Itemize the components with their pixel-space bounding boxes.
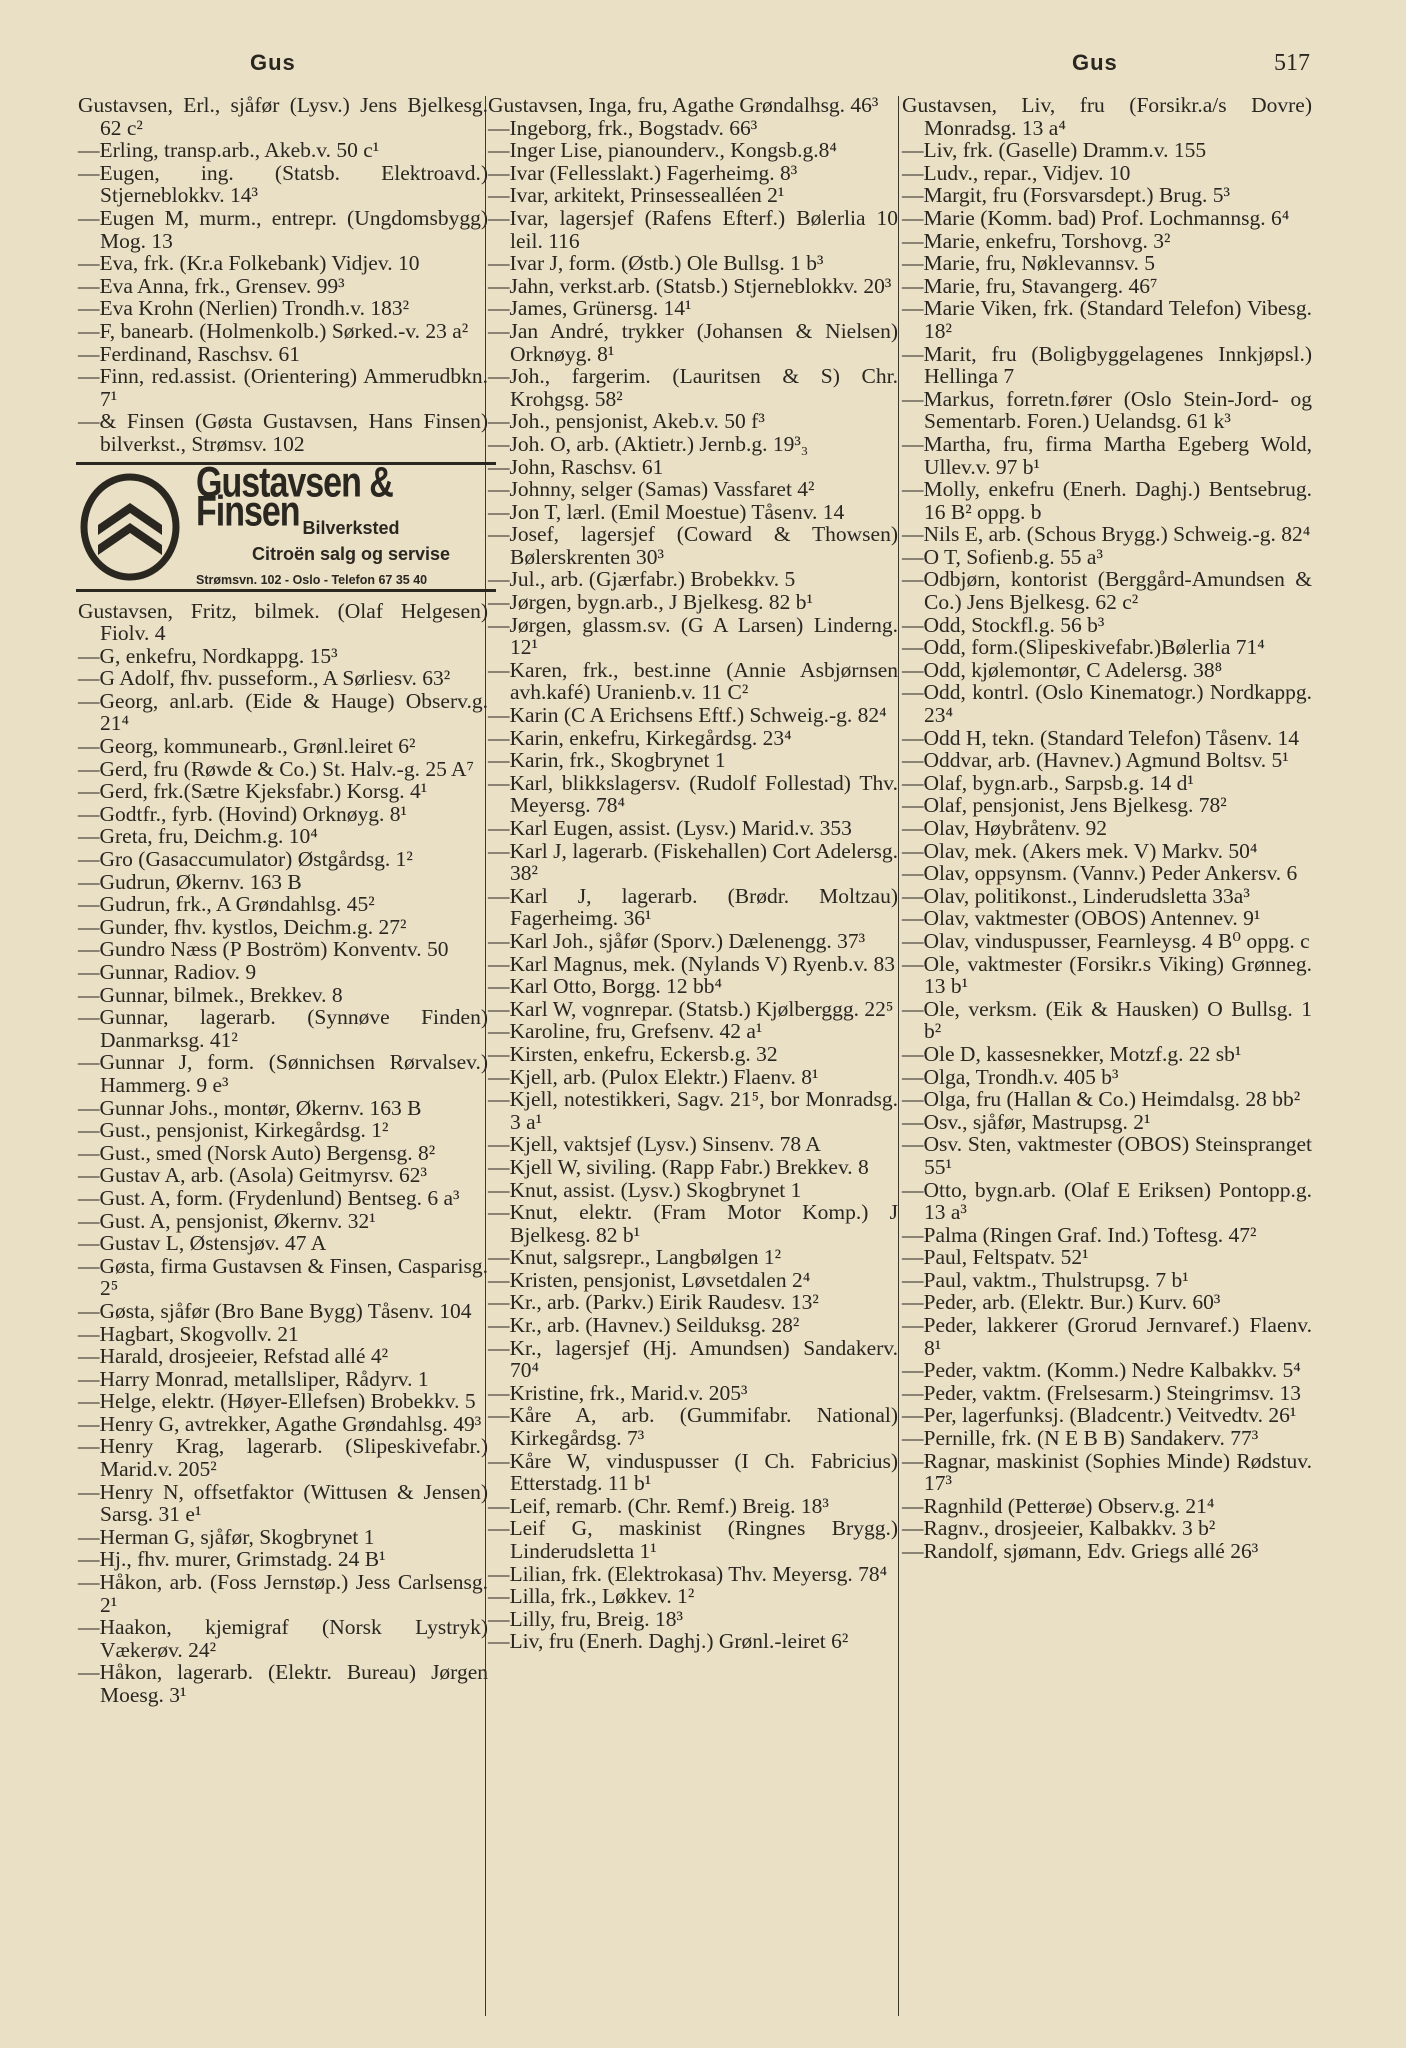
directory-entry: —Osv. Sten, vaktmester (OBOS) Steinspranget 55¹ [902,1132,1312,1179]
directory-entry: —Peder, lakkerer (Grorud Jernvaref.) Flaenv. 8¹ [902,1313,1312,1360]
directory-entry: —Johnny, selger (Samas) Vassfaret 4² [488,477,815,502]
directory-entry: —Gudrun, Økernv. 163 B [78,869,302,894]
column-2-entries [488,94,898,1653]
directory-entry: —Gunnar Johs., montør, Økernv. 163 B [78,1095,422,1120]
directory-entry: —Karl Otto, Borgg. 12 bb⁴ [488,974,723,999]
directory-entry: Gustavsen, Inga, fru, Agathe Grøndalhsg. 46³ [488,93,879,117]
advert-line-1: Bilverksted [302,517,400,538]
column-1-entries-top [78,94,488,456]
directory-entry: Gustavsen, Fritz, bilmek. (Olaf Helgesen) Fiolv. 4 [78,598,488,646]
directory-entry: —Peder, vaktm. (Komm.) Nedre Kalbakkv. 5⁴ [902,1358,1301,1383]
advert-footer: Strømsvn. 102 - Oslo - Telefon 67 35 40 [196,572,428,587]
directory-entry: —Helge, elektr. (Høyer-Ellefsen) Brobekkv. 5 [78,1389,476,1414]
directory-entry: —Gunnar J, form. (Sønnichsen Rørvalsev.) Hammerg. 9 e³ [78,1050,488,1097]
directory-entry: —Gust. A, form. (Frydenlund) Bentseg. 6 a³ [78,1185,460,1210]
directory-entry: —O T, Sofienb.g. 55 a³ [902,544,1103,569]
directory-entry: —Randolf, sjømann, Edv. Griegs allé 26³ [902,1539,1259,1563]
directory-entry: —Margit, fru (Forsvarsdept.) Brug. 5³ [902,183,1230,208]
directory-entry: —Karin (C A Erichsens Eftf.) Schweig.-g. 82⁴ [488,703,887,728]
directory-entry: Gustavsen, Liv, fru (Forsikr.a/s Dovre) Monradsg. 13 a⁴ [902,93,1312,140]
directory-entry: —Otto, bygn.arb. (Olaf E Eriksen) Pontopp.g. 13 a³ [902,1177,1312,1225]
directory-entry: —Karl Eugen, assist. (Lysv.) Marid.v. 353 [488,816,852,840]
directory-entry: —Odd, Stockfl.g. 56 b³ [902,612,1105,637]
directory-entry: —Gunder, fhv. kystlos, Deichm.g. 27² [78,914,407,939]
directory-entry: —Paul, vaktm., Thulstrupsg. 7 b¹ [902,1267,1189,1292]
directory-entry: —Kåre W, vinduspusser (I Ch. Fabricius) Etterstadg. 11 b¹ [488,1448,898,1496]
column-rule-2 [898,96,899,2016]
page-number: 517 [1274,50,1310,76]
directory-entry: —Lilla, frk., Løkkev. 1² [488,1584,695,1609]
directory-entry: —Jon T, lærl. (Emil Moestue) Tåsenv. 14 [488,499,845,524]
directory-entry: —Karin, enkefru, Kirkegårdsg. 23⁴ [488,725,792,750]
citroen-chevron-logo [80,473,180,581]
directory-entry: —Kristine, frk., Marid.v. 205³ [488,1380,748,1405]
directory-entry: —Liv, fru (Enerh. Daghj.) Grønl.-leiret 6² [488,1629,849,1654]
directory-entry: —Marie, fru, Stavangerg. 46⁷ [902,273,1158,298]
directory-entry: —Karl Joh., sjåfør (Sporv.) Dælenengg. 37³ [488,928,866,953]
directory-entry: —Olav, vaktmester (OBOS) Antennev. 9¹ [902,906,1261,931]
column-3-entries [902,94,1312,1563]
directory-entry: —G Adolf, fhv. pusseform., A Sørliesv. 63² [78,666,451,691]
directory-entry: —Inger Lise, pianounderv., Kongsb.g.8⁴ [488,138,837,163]
column-2 [488,94,898,1653]
directory-entry: —Eva, frk. (Kr.a Folkebank) Vidjev. 10 [78,251,420,276]
directory-entry: —Marie Viken, frk. (Standard Telefon) Vibesg. 18² [902,296,1312,343]
directory-entry: —Karl J, lagerarb. (Brødr. Moltzau) Fagerheimg. 36¹ [488,883,898,931]
directory-entry: —Knut, elektr. (Fram Motor Komp.) J Bjelkesg. 82 b¹ [488,1200,898,1247]
directory-entry: —G, enkefru, Nordkappg. 15³ [78,643,338,668]
directory-entry: —Kjell, vaktsjef (Lysv.) Sinsenv. 78 A [488,1132,821,1157]
directory-entry: —Karl, blikkslagersv. (Rudolf Follestad) Thv. Meyersg. 78⁴ [488,770,898,818]
advert-title: Gustavsen & Finsen [196,458,393,535]
directory-entry: —Herman G, sjåfør, Skogbrynet 1 [78,1524,375,1549]
directory-entry: —Eugen, ing. (Statsb. Elektroavd.) Stjerneblokkv. 14³ [78,160,488,208]
column-3 [902,94,1312,1563]
advert-line-2: Citroën salg og servise [251,543,451,564]
directory-entry: —Jørgen, glassm.sv. (G A Larsen) Linderng. 12¹ [488,612,898,660]
directory-entry: —Ole, verksm. (Eik & Hausken) O Bullsg. 1 b² [902,996,1312,1044]
directory-entry: —Kristen, pensjonist, Løvsetdalen 2⁴ [488,1267,811,1292]
directory-entry: Gustavsen, Erl., sjåfør (Lysv.) Jens Bjelkesg. 62 c² [78,93,488,140]
directory-entry: —Martha, fru, firma Martha Egeberg Wold, Ullev.v. 97 b¹ [902,431,1312,479]
directory-entry: —Kjell, arb. (Pulox Elektr.) Flaenv. 8¹ [488,1064,819,1089]
directory-entry: —Peder, arb. (Elektr. Bur.) Kurv. 60³ [902,1290,1221,1315]
directory-entry: —Olav, mek. (Akers mek. V) Markv. 50⁴ [902,838,1258,863]
directory-entry: —Olav, vinduspusser, Fearnleysg. 4 B⁰ oppg. c [902,928,1310,953]
directory-entry: —Odd H, tekn. (Standard Telefon) Tåsenv. 14 [902,725,1299,750]
directory-entry: —Gerd, frk.(Sætre Kjeksfabr.) Korsg. 4¹ [78,779,428,804]
directory-entry: —Liv, frk. (Gaselle) Dramm.v. 155 [902,138,1207,163]
directory-entry: —Gro (Gasaccumulator) Østgårdsg. 1² [78,847,413,872]
directory-entry: —James, Grünersg. 14¹ [488,296,692,321]
directory-entry: —Erling, transp.arb., Akeb.v. 50 c¹ [78,138,380,163]
directory-entry: —Henry N, offsetfaktor (Wittusen & Jensen) Sarsg. 31 e¹ [78,1479,488,1527]
directory-entry: —Håkon, lagerarb. (Elektr. Bureau) Jørgen Moesg. 3¹ [78,1660,488,1707]
directory-entry: —Eugen M, murm., entrepr. (Ungdomsbygg) Mog. 13 [78,205,488,253]
directory-entry: —Olga, fru (Hallan & Co.) Heimdalsg. 28 bb² [902,1087,1301,1112]
directory-entry: —Georg, kommunearb., Grønl.leiret 6² [78,734,416,759]
directory-entry: —Leif G, maskinist (Ringnes Brygg.) Linderudsletta 1¹ [488,1516,898,1563]
directory-entry: —Olav, Høybråtenv. 92 [902,816,1107,840]
directory-entry: —Oddvar, arb. (Havnev.) Agmund Boltsv. 5¹ [902,748,1289,773]
directory-entry: —Nils E, arb. (Schous Brygg.) Schweig.-g. 82⁴ [902,522,1311,547]
directory-entry: —Kr., lagersjef (Hj. Amundsen) Sandakerv. 70⁴ [488,1335,898,1383]
directory-entry: —Håkon, arb. (Foss Jernstøp.) Jess Carlsensg. 2¹ [78,1570,488,1617]
directory-entry: —Leif, remarb. (Chr. Remf.) Breig. 18³ [488,1493,829,1518]
directory-entry: —Ragnv., drosjeeier, Kalbakkv. 3 b² [902,1516,1216,1541]
left-running-head: Gus [250,50,296,75]
directory-entry: —Gustav L, Østensjøv. 47 A [78,1231,327,1256]
directory-entry: —Lilly, fru, Breig. 18³ [488,1606,683,1631]
directory-entry: —Ivar, arkitekt, Prinsessealléen 2¹ [488,183,785,208]
directory-entry: —Knut, assist. (Lysv.) Skogbrynet 1 [488,1177,802,1202]
directory-entry: —Jahn, verkst.arb. (Statsb.) Stjerneblokkv. 20³ [488,273,892,298]
directory-entry: —Marie (Komm. bad) Prof. Lochmannsg. 6⁴ [902,205,1290,230]
directory-entry: —Gust., smed (Norsk Auto) Bergensg. 8² [78,1140,436,1165]
directory-entry: —Kjell W, siviling. (Rapp Fabr.) Brekkev. 8 [488,1154,869,1179]
directory-entry: —Karl J, lagerarb. (Fiskehallen) Cort Adelersg. 38² [488,838,898,886]
directory-entry: —Eva Anna, frk., Grensev. 99³ [78,273,345,298]
directory-entry: —Gunnar, bilmek., Brekkev. 8 [78,982,343,1007]
directory-entry: —Gerd, fru (Røwde & Co.) St. Halv.-g. 25 A⁷ [78,756,475,781]
directory-entry: —Lilian, frk. (Elektrokasa) Thv. Meyersg. 78⁴ [488,1561,888,1586]
directory-entry: —Finn, red.assist. (Orientering) Ammerudbkn. 7¹ [78,364,488,411]
directory-entry: —Odd, kjølemontør, C Adelersg. 38⁸ [902,657,1223,682]
directory-entry: —Kjell, notestikkeri, Sagv. 21⁵, bor Monradsg. 3 a¹ [488,1087,898,1134]
directory-entry: —Harald, drosjeeier, Refstad allé 4² [78,1344,389,1369]
directory-entry: —Karl W, vognrepar. (Statsb.) Kjølberggg. 22⁵ [488,996,894,1021]
directory-entry: —Osv., sjåfør, Mastrupsg. 2¹ [902,1109,1151,1134]
directory-entry: —Jørgen, bygn.arb., J Bjelkesg. 82 b¹ [488,590,813,615]
directory-entry: —Hagbart, Skogvollv. 21 [78,1321,299,1346]
directory-entry: —Odd, kontrl. (Oslo Kinematogr.) Nordkappg. 23⁴ [902,680,1312,728]
directory-entry: —Peder, vaktm. (Frelsesarm.) Steingrimsv. 13 [902,1380,1302,1405]
directory-entry: —Kåre A, arb. (Gummifabr. National) Kirkegårdsg. 7³ [488,1403,898,1451]
directory-entry: —Josef, lagersjef (Coward & Thowsen) Bølerskrenten 30³ [488,522,898,569]
directory-entry: —Hj., fhv. murer, Grimstadg. 24 B¹ [78,1547,386,1572]
directory-entry: —Odd, form.(Slipeskivefabr.)Bølerlia 71⁴ [902,635,1265,660]
directory-entry: —Karen, frk., best.inne (Annie Asbjørnsen avh.kafé) Uranienb.v. 11 C² [488,657,898,705]
directory-entry: —Per, lagerfunksj. (Bladcentr.) Veitvedtv. 26¹ [902,1403,1297,1428]
directory-entry: —Ingeborg, frk., Bogstadv. 66³ [488,115,758,140]
directory-entry: —Marie, fru, Nøklevannsv. 5 [902,251,1155,276]
directory-entry: —Ferdinand, Raschsv. 61 [78,341,300,366]
directory-entry: —Paul, Feltspatv. 52¹ [902,1245,1089,1270]
directory-entry: —Karin, frk., Skogbrynet 1 [488,748,726,773]
directory-entry: —Gust. A, pensjonist, Økernv. 32¹ [78,1208,376,1233]
directory-entry: —Eva Krohn (Nerlien) Trondh.v. 183² [78,296,410,321]
center-running-head: Gus [1072,50,1118,75]
directory-entry: —& Finsen (Gøsta Gustavsen, Hans Finsen) bilverkst., Strømsv. 102 [78,409,488,456]
gustavsen-finsen-advert [76,458,496,592]
directory-entry: —Ivar J, form. (Østb.) Ole Bullsg. 1 b³ [488,251,824,276]
directory-entry: —Olav, oppsynsm. (Vannv.) Peder Ankersv. 6 [902,861,1298,886]
directory-entry: —Ivar (Fellesslakt.) Fagerheimg. 8³ [488,160,798,185]
directory-entry: —Gøsta, firma Gustavsen & Finsen, Casparisg. 2⁵ [78,1253,488,1301]
directory-entry: —Gøsta, sjåfør (Bro Bane Bygg) Tåsenv. 104 [78,1298,472,1323]
directory-entry: —Gunnar, Radiov. 9 [78,960,257,984]
directory-entry: —Karoline, fru, Grefsenv. 42 a¹ [488,1019,763,1044]
directory-entry: —Joh., fargerim. (Lauritsen & S) Chr. Krohgsg. 58² [488,364,898,411]
directory-entry: —Knut, salgsrepr., Langbølgen 1² [488,1245,782,1270]
directory-entry: —Haakon, kjemigraf (Norsk Lystryk) Vækerøv. 24² [78,1615,488,1662]
directory-entry: —Odbjørn, kontorist (Berggård-Amundsen & Co.) Jens Bjelkesg. 62 c² [902,567,1312,615]
directory-entry: —Olaf, bygn.arb., Sarpsb.g. 14 d¹ [902,770,1194,795]
directory-entry: —Gundro Næss (P Boström) Konventv. 50 [78,937,449,962]
directory-entry: —Gunnar, lagerarb. (Synnøve Finden) Danmarksg. 41² [78,1005,488,1052]
directory-entry: —Joh. O, arb. (Aktietr.) Jernb.g. 19³₃ [488,431,809,456]
directory-entry: —Joh., pensjonist, Akeb.v. 50 f³ [488,409,765,434]
directory-entry: —Henry Krag, lagerarb. (Slipeskivefabr.) Marid.v. 205² [78,1434,488,1482]
directory-entry: —Kr., arb. (Parkv.) Eirik Raudesv. 13² [488,1290,819,1315]
directory-entry: —Ivar, lagersjef (Rafens Efterf.) Bølerlia 10 leil. 116 [488,205,898,253]
directory-entry: —Ragnar, maskinist (Sophies Minde) Rødstuv. 17³ [902,1448,1312,1496]
column-1 [78,94,488,1707]
directory-entry: —Pernille, frk. (N E B B) Sandakerv. 77³ [902,1426,1259,1451]
directory-entry: —Jan André, trykker (Johansen & Nielsen) Orknøyg. 8¹ [488,318,898,366]
directory-entry: —Kirsten, enkefru, Eckersb.g. 32 [488,1041,778,1066]
directory-entry: —Ole, vaktmester (Forsikr.s Viking) Grønneg. 13 b¹ [902,951,1312,999]
directory-entry: —Palma (Ringen Graf. Ind.) Toftesg. 47² [902,1222,1257,1247]
directory-entry: —Jul., arb. (Gjærfabr.) Brobekkv. 5 [488,567,796,592]
directory-entry: —Kr., arb. (Havnev.) Seilduksg. 28² [488,1313,800,1338]
directory-entry: —Henry G, avtrekker, Agathe Grøndahlsg. 49³ [78,1411,482,1436]
directory-entry: —Gudrun, frk., A Grøndahlsg. 45² [78,892,375,917]
directory-entry: —Olav, politikonst., Linderudsletta 33a³ [902,883,1250,908]
directory-entry: —Marie, enkefru, Torshovg. 3² [902,228,1171,253]
directory-entry: —Godtfr., fyrb. (Hovind) Orknøyg. 8¹ [78,801,407,826]
directory-entry: —John, Raschsv. 61 [488,454,664,479]
directory-entry: —F, banearb. (Holmenkolb.) Sørked.-v. 23 a² [78,318,469,343]
directory-entry: —Georg, anl.arb. (Eide & Hauge) Observ.g. 21⁴ [78,688,488,736]
directory-entry: —Markus, forretn.fører (Oslo Stein-Jord- og Sementarb. Foren.) Uelandsg. 61 k³ [902,386,1312,434]
directory-entry: —Gust., pensjonist, Kirkegårdsg. 1² [78,1118,389,1143]
directory-entry: —Olaf, pensjonist, Jens Bjelkesg. 78² [902,793,1227,818]
directory-entry: —Olga, Trondh.v. 405 b³ [902,1064,1119,1089]
directory-entry: —Karl Magnus, mek. (Nylands V) Ryenb.v. 83 [488,951,895,976]
directory-entry: —Ludv., repar., Vidjev. 10 [902,160,1131,185]
directory-entry: —Ragnhild (Petterøe) Observ.g. 21⁴ [902,1493,1215,1518]
directory-entry: —Harry Monrad, metallsliper, Rådyrv. 1 [78,1366,429,1391]
directory-entry: —Molly, enkefru (Enerh. Daghj.) Bentsebrug. 16 B² oppg. b [902,477,1312,524]
directory-entry: —Gustav A, arb. (Asola) Geitmyrsv. 62³ [78,1163,427,1188]
directory-entry: —Greta, fru, Deichm.g. 10⁴ [78,824,318,849]
column-1-entries-bottom [78,600,488,1707]
directory-entry: —Ole D, kassesnekker, Motzf.g. 22 sb¹ [902,1041,1242,1066]
directory-entry: —Marit, fru (Boligbyggelagenes Innkjøpsl.) Hellinga 7 [902,341,1312,389]
